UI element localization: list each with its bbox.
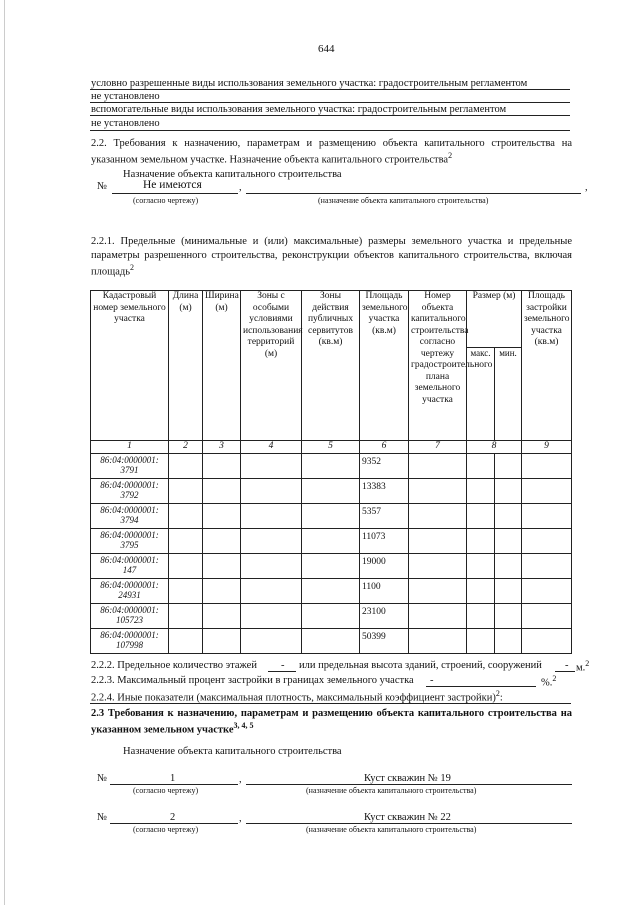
header-zones-special: Зоны с особыми условиями использования территорий (м) (241, 291, 302, 441)
cadastral-suffix: 3792 (120, 490, 139, 500)
header-length: Длина (м) (169, 291, 203, 441)
purpose-heading-2: Назначение объекта капитального строительства (123, 746, 342, 757)
caption-drawing: (согласно чертежу) (133, 825, 199, 834)
cadastral-prefix: 86:04:0000001: (100, 630, 159, 640)
cadastral-prefix: 86:04:0000001: (100, 480, 159, 490)
section-2-2-1-line-2: параметры разрешенного строительства, реконструкции объектов капитального строительства, включая (91, 250, 572, 261)
underline (268, 671, 296, 672)
column-number-row (91, 441, 572, 454)
underline (90, 115, 570, 116)
section-2-2-1-text: площадь (91, 266, 130, 278)
auxiliary-use-value: не установлено (91, 118, 160, 129)
scan-edge-line (4, 0, 5, 905)
parameters-table (90, 290, 572, 654)
auxiliary-use: вспомогательные виды использования земельного участка: градостроительным регламентом (91, 104, 507, 115)
underline (246, 823, 572, 824)
section-2-2-2-text-2: или предельная высота зданий, строений, сооружений (299, 660, 542, 671)
caption-purpose: (назначение объекта капитального строительства) (306, 825, 477, 834)
plot-area-cell: 9352 (360, 454, 409, 479)
table-row (91, 479, 572, 504)
section-2-2-4-text: 2.2.4. Иные показатели (максимальная плотность, максимальный коэффициент застройки) (91, 692, 496, 704)
header-plot-area: Площадь земельного участка (кв.м) (360, 291, 409, 441)
cadastral-suffix: 3791 (120, 465, 139, 475)
comma: , (239, 182, 242, 193)
footnote-mark: 2 (552, 674, 557, 683)
cadastral-prefix: 86:04:0000001: (100, 605, 159, 615)
plot-area-cell: 13383 (360, 479, 409, 504)
cadastral-prefix: 86:04:0000001: (100, 455, 159, 465)
section-2-2-1-line-1: 2.2.1. Предельные (минимальные и (или) максимальные) размеры земельного участка и предельные (91, 236, 572, 247)
page-number: 644 (318, 43, 335, 55)
cadastral-cell (91, 604, 169, 629)
cadastral-suffix: 107998 (116, 640, 143, 650)
entry-purpose: Куст скважин № 19 (364, 773, 451, 784)
table-row (91, 604, 572, 629)
underline (555, 671, 575, 672)
table-header-row (91, 291, 572, 348)
section-2-2-1-line-3 (91, 263, 134, 279)
underline (90, 130, 570, 131)
header-cadastral: Кадастровый номер земельного участка (91, 291, 169, 441)
section-2-3-line-1: 2.3 Требования к назначению, параметрам и размещению объекта капитального строительства на (91, 708, 572, 719)
section-2-2-line-1: 2.2. Требования к назначению, параметрам и размещению объекта капитального строительства на (91, 138, 572, 149)
number-sign: № (97, 812, 108, 823)
underline (426, 686, 536, 687)
colon: : (499, 692, 503, 704)
cadastral-prefix: 86:04:0000001: (100, 505, 159, 515)
header-width: Ширина (м) (203, 291, 241, 441)
floors-value: - (281, 660, 285, 671)
table-row (91, 454, 572, 479)
table-row (91, 579, 572, 604)
column-number: 4 (241, 441, 302, 454)
percent-value: - (430, 675, 434, 686)
section-2-2-line-2 (91, 151, 452, 167)
number-sign: № (97, 181, 108, 192)
table-row (91, 504, 572, 529)
plot-area-cell: 5357 (360, 504, 409, 529)
plot-area-cell: 1100 (360, 579, 409, 604)
underline (112, 193, 238, 194)
plot-area-cell: 19000 (360, 554, 409, 579)
caption-drawing: (согласно чертежу) (133, 196, 199, 205)
purpose-heading: Назначение объекта капитального строительства (123, 169, 342, 180)
section-2-2-text: указанном земельном участке. Назначение объекта капитального строительства (91, 154, 449, 166)
cadastral-cell (91, 504, 169, 529)
table-row (91, 629, 572, 654)
unit-text: м. (576, 662, 586, 674)
footnote-mark: 2 (130, 263, 134, 272)
height-value: - (565, 660, 569, 671)
cadastral-cell (91, 554, 169, 579)
column-number: 5 (302, 441, 360, 454)
footnote-mark: 2 (585, 659, 590, 668)
section-2-3-line-2 (91, 721, 254, 737)
header-zones-servitude: Зоны действия публичных сервитутов (кв.м) (302, 291, 360, 441)
percent-unit (541, 674, 556, 690)
cadastral-cell (91, 579, 169, 604)
header-object-number: Номер объекта капитального строительства согласно чертежу градостроительного плана земельного участка (409, 291, 467, 441)
cadastral-suffix: 105723 (116, 615, 143, 625)
caption-purpose: (назначение объекта капитального строительства) (306, 786, 477, 795)
header-size-min: мин. (495, 348, 522, 441)
unit-text: %. (541, 677, 553, 689)
plot-area-cell: 11073 (360, 529, 409, 554)
underline (246, 784, 572, 785)
cadastral-suffix: 147 (122, 565, 137, 575)
height-unit (576, 659, 589, 675)
column-number: 8 (467, 441, 522, 454)
comma: , (585, 182, 588, 193)
table-row (91, 529, 572, 554)
column-number: 2 (169, 441, 203, 454)
cadastral-cell (91, 529, 169, 554)
cadastral-prefix: 86:04:0000001: (100, 555, 159, 565)
underline (246, 193, 581, 194)
underline (90, 89, 570, 90)
column-number: 7 (409, 441, 467, 454)
underline (90, 703, 571, 704)
permitted-conditional-use: условно разрешенные виды использования земельного участка: градостроительным регламентом (91, 78, 528, 89)
section-2-2-2-text: 2.2.2. Предельное количество этажей (91, 660, 257, 671)
plot-area-cell: 50399 (360, 629, 409, 654)
cadastral-suffix: 24931 (118, 590, 141, 600)
column-number: 6 (360, 441, 409, 454)
caption-drawing: (согласно чертежу) (133, 786, 199, 795)
comma: , (239, 774, 242, 785)
header-size: Размер (м) (467, 291, 522, 348)
object-number-value: Не имеются (143, 179, 202, 191)
plot-area-cell: 23100 (360, 604, 409, 629)
table-row (91, 554, 572, 579)
column-number: 3 (203, 441, 241, 454)
cadastral-prefix: 86:04:0000001: (100, 580, 159, 590)
footnote-mark: 2 (495, 689, 500, 698)
cadastral-prefix: 86:04:0000001: (100, 530, 159, 540)
footnote-mark: 2 (448, 151, 453, 160)
cadastral-cell (91, 629, 169, 654)
cadastral-cell (91, 454, 169, 479)
entry-number: 2 (170, 812, 176, 823)
header-built-area: Площадь застройки земельного участка (кв.м) (522, 291, 572, 441)
cadastral-suffix: 3795 (120, 540, 139, 550)
entry-number: 1 (170, 773, 176, 784)
section-2-3-text: указанном земельном участке (91, 724, 234, 736)
cadastral-cell (91, 479, 169, 504)
underline (110, 784, 238, 785)
column-number: 9 (522, 441, 572, 454)
underline (110, 823, 238, 824)
footnote-mark: 3, 4, 5 (233, 721, 254, 730)
column-number: 1 (91, 441, 169, 454)
caption-purpose: (назначение объекта капитального строительства) (318, 196, 489, 205)
header-size-max: макс. (467, 348, 495, 441)
number-sign: № (97, 773, 108, 784)
section-2-2-3-text: 2.2.3. Максимальный процент застройки в границах земельного участка (91, 675, 414, 686)
comma: , (239, 813, 242, 824)
cadastral-suffix: 3794 (120, 515, 139, 525)
permitted-conditional-value: не установлено (91, 91, 160, 102)
entry-purpose: Куст скважин № 22 (364, 812, 451, 823)
